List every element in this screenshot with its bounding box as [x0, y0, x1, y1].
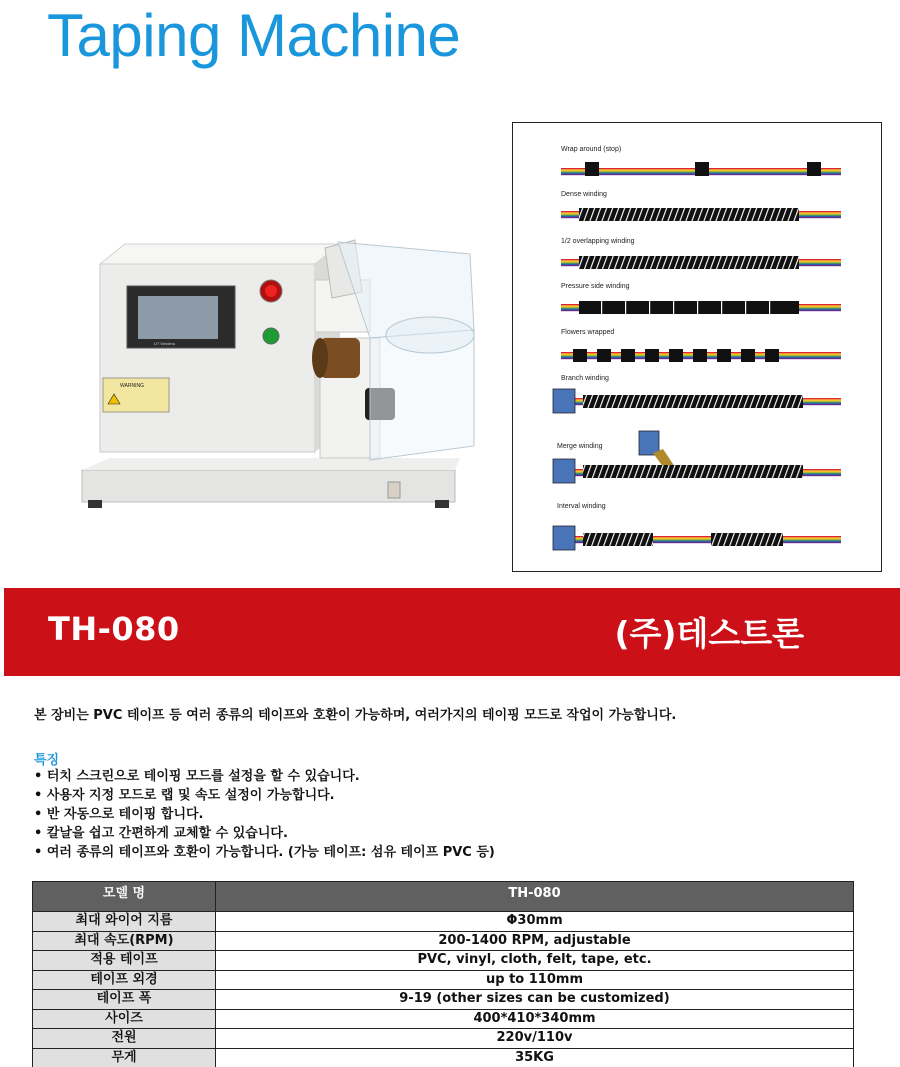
spec-value: up to 110mm [216, 970, 854, 990]
spec-header-value: TH-080 [216, 882, 854, 912]
spec-label: 최대 속도(RPM) [33, 931, 216, 951]
spec-value: Φ30mm [216, 912, 854, 932]
table-row [33, 990, 854, 1010]
features-heading: 특징 [34, 753, 60, 768]
table-row [33, 1009, 854, 1029]
intro-text: 본 장비는 PVC 테이프 등 여러 종류의 테이프와 호환이 가능하며, 여러가지의 테이핑 모드로 작업이 가능합니다. [34, 708, 677, 723]
winding-label-flowers: Flowers wrapped [561, 329, 615, 336]
table-row [33, 951, 854, 971]
taping-machine-photo [70, 220, 490, 520]
banner-company-name: (주)테스트론 [614, 614, 804, 653]
table-row [33, 912, 854, 932]
model-banner [4, 588, 900, 676]
feature-item: • 사용자 지정 모드로 랩 및 속도 설정이 가능합니다. [34, 786, 495, 805]
spec-value: 9-19 (other sizes can be customized) [216, 990, 854, 1010]
winding-label-merge: Merge winding [557, 443, 603, 450]
spec-label: 테이프 폭 [33, 990, 216, 1010]
wrap-stop-3 [807, 162, 821, 176]
banner-model-name: TH-080 [48, 610, 180, 648]
wrap-stop-2 [695, 162, 709, 176]
winding-label-half-overlapping: 1/2 overlapping winding [561, 238, 635, 245]
wrap-stop-1 [585, 162, 599, 176]
spec-table [32, 881, 854, 1067]
winding-label-dense: Dense winding [561, 191, 607, 198]
spec-header-label: 모델 명 [33, 882, 216, 912]
spec-label: 전원 [33, 1029, 216, 1049]
feature-item: • 칼날을 쉽고 간편하게 교체할 수 있습니다. [34, 824, 495, 843]
table-row [33, 1048, 854, 1067]
spec-label: 최대 와이어 지름 [33, 912, 216, 932]
spec-value: 400*410*340mm [216, 1009, 854, 1029]
winding-label-pressure-side: Pressure side winding [561, 283, 630, 290]
spec-value: 220v/110v [216, 1029, 854, 1049]
table-row [33, 931, 854, 951]
feature-item: • 반 자동으로 테이핑 합니다. [34, 805, 495, 824]
spec-label: 테이프 외경 [33, 970, 216, 990]
spec-value: PVC, vinyl, cloth, felt, tape, etc. [216, 951, 854, 971]
spec-value: 35KG [216, 1048, 854, 1067]
spec-label: 적용 테이프 [33, 951, 216, 971]
machine-brand-text: UT Weidmu [154, 341, 175, 346]
spec-header-row [33, 882, 854, 912]
winding-label-branch: Branch winding [561, 375, 609, 382]
warning-label-text: WARNING [120, 383, 144, 389]
winding-label-wrap-around: Wrap around (stop) [561, 146, 622, 153]
spec-value: 200-1400 RPM, adjustable [216, 931, 854, 951]
page-title: Taping Machine [47, 2, 461, 69]
features-list [34, 767, 495, 862]
table-row [33, 970, 854, 990]
winding-label-interval: Interval winding [557, 503, 606, 510]
table-row [33, 1029, 854, 1049]
spec-label: 무게 [33, 1048, 216, 1067]
feature-item: • 터치 스크린으로 테이핑 모드를 설정을 할 수 있습니다. [34, 767, 495, 786]
winding-modes-diagram [512, 122, 882, 572]
spec-label: 사이즈 [33, 1009, 216, 1029]
feature-item: • 여러 종류의 테이프와 호환이 가능합니다. (가능 테이프: 섬유 테이프 PVC 등) [34, 843, 495, 862]
